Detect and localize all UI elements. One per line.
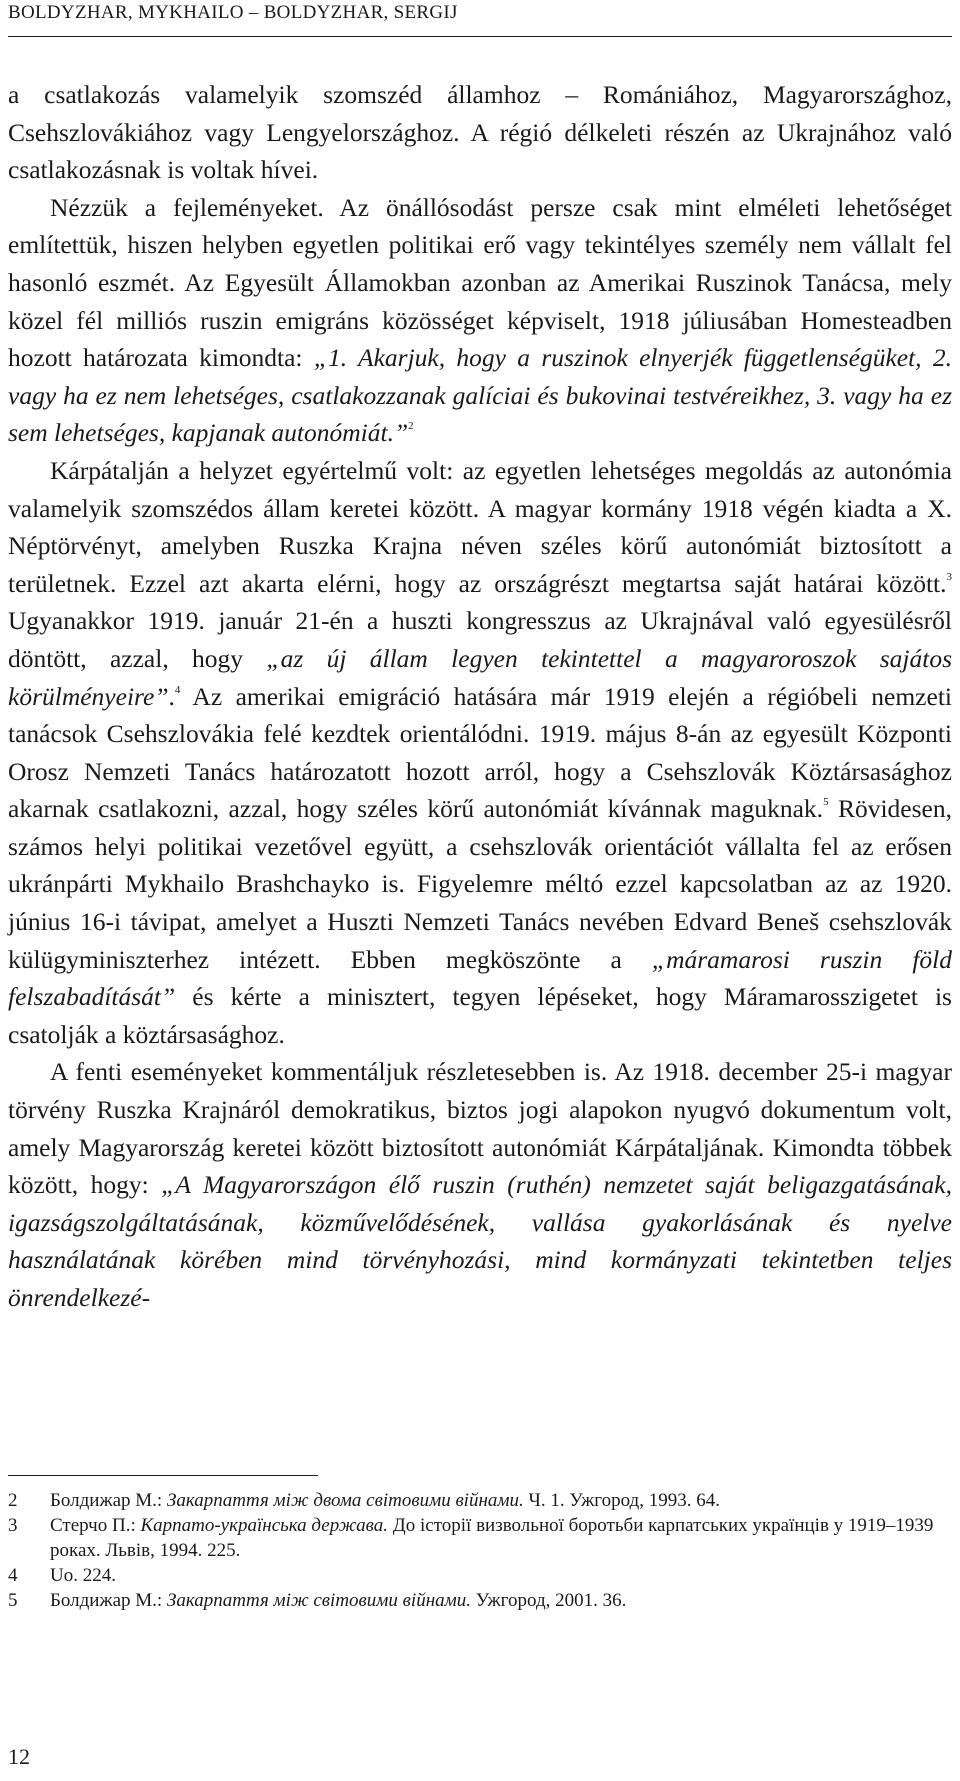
footnote-title: Закарпаття між світовими війнами.	[166, 1590, 472, 1611]
paragraph-3-text-e: Rövidesen, számos helyi politikai vezetővel együtt, a csehszlovák orientációt vállalta fel az erősen ukránpárti Mykhailo Brashchayko is. Figyelemre méltó ezzel kapcsolatban az az 1920. június 16-i táviрat, amelyet a Huszti Nemzeti Tanács nevében Edvard Beneš csehszlovák külügyminiszterhez intézett. Ebben megköszönte a	[8, 794, 952, 974]
body-text	[8, 76, 952, 1317]
footnote-number: 2	[8, 1490, 18, 1511]
law-quote: „A Magyarországon élő ruszin (ruthén) nemzetet saját beligazgatásának, igazságszolgáltatásának, közművelődésének, vallása gyakorlásának és nyelve használatának körében mind törvényhozási, mind kormányzati tekintetben teljes önrendelkezé-	[8, 1170, 952, 1312]
paragraph-2-text: Nézzük a fejleményeket. Az önállósodást persze csak mint elméleti lehetőséget említettük, hiszen helyben egyetlen politikai erő vagy tekintélyes személy nem vállalt fel hasonló eszmét. Az Egyesült Államokban azonban az Amerikai Ruszinok Tanácsa, mely közel fél milliós ruszin emigráns közösséget képviselt, 1918 júliusában Homesteadben hozott határozata kimondta:	[8, 192, 952, 373]
footnote-3	[8, 1513, 952, 1563]
footnote-text	[50, 1513, 952, 1563]
paragraph-3-text-b: Ugyanakkor 1919. január 21-én a huszti kongresszus az Ukrajnával való egyesülésről döntött, azzal, hogy	[8, 606, 952, 673]
paragraph-4	[8, 1053, 952, 1316]
footnote-number: 4	[8, 1565, 18, 1586]
footnote-number: 5	[8, 1590, 18, 1611]
paragraph-2	[8, 189, 952, 452]
footnote-details: Ч. 1. Ужгород, 1993. 64.	[523, 1490, 720, 1511]
footnote-details: До історії визвольної боротьби карпатських українців у 1919–1939 роках. Львів, 1994. 225.	[50, 1515, 934, 1561]
paragraph-3-text-c: .	[168, 681, 175, 711]
footnote-ref-4: 4	[174, 683, 181, 696]
footnote-author: Стерчо П.:	[50, 1515, 141, 1536]
maramaros-quote: „máramarosi ruszin föld felszabadítását”	[8, 944, 952, 1012]
huszt-congress-quote: „az új állam legyen tekintettel a magyaroroszok sajátos körülményeire”	[8, 643, 952, 711]
paragraph-1-text: a csatlakozás valamelyik szomszéd államhoz – Romániához, Magyarországhoz, Csehszlovákiához vagy Lengyelországhoz. A régió délkeleti részén az Ukrajnához való csatlakozásnak is voltak hívei.	[8, 80, 952, 185]
paragraph-3-text-d: Az amerikai emigráció hatására már 1919 elején a régióbeli nemzeti tanácsok Csehszlovákia felé kezdtek orientálódni. 1919. május 8-án az egyesült Központi Orosz Nemzeti Tanács határozatott hozott arról, hogy a Csehszlovák Köztársasághoz akarnak csatlakozni, azzal, hogy széles körű autonómiát kívánnak maguknak.	[8, 681, 952, 824]
footnote-ref-2: 2	[408, 420, 414, 433]
footnote-author: Болдижар М.:	[50, 1590, 167, 1611]
footnote-ref-3: 3	[946, 570, 952, 583]
footnote-rule	[8, 1475, 318, 1476]
footnote-author: Болдижар М.:	[50, 1490, 167, 1511]
paragraph-4-text: A fenti eseményeket kommentáljuk részletesebben is. Az 1918. december 25-i magyar törvény Ruszka Krajnáról demokratikus, biztos jogi alapokon nyugvó dokumentum volt, amely Magyarország keretei között biztosított autonómiát Kárpátaljának. Kimondta többek között, hogy:	[8, 1057, 952, 1200]
header-rule	[8, 36, 952, 37]
footnote-details: Ужгород, 2001. 36.	[471, 1590, 627, 1611]
footnote-author: Uo. 224.	[50, 1565, 116, 1586]
footnote-5	[8, 1588, 952, 1613]
footnote-title: Закарпаття між двома світовими війнами.	[166, 1490, 524, 1511]
footnote-text	[50, 1488, 952, 1513]
footnote-2	[8, 1488, 952, 1513]
paragraph-3	[8, 452, 952, 1054]
running-head: BOLDYZHAR, MYKHAILO – BOLDYZHAR, SERGIJ	[8, 2, 458, 23]
page-number: 12	[8, 1744, 30, 1769]
paragraph-1	[8, 76, 952, 189]
homestead-resolution-quote: „1. Akarjuk, hogy a ruszinok elnyerjék függetlenségüket, 2. vagy ha ez nem lehetséges, csatlakozzanak galíciai és bukovinai testvéreikhez, 3. vagy ha ez sem lehetséges, kapjanak autonómiát.”	[8, 343, 952, 448]
footnote-text	[50, 1563, 952, 1588]
footnote-ref-5: 5	[823, 796, 829, 809]
footnotes	[8, 1488, 952, 1613]
paragraph-3-text-a: Kárpátalján a helyzet egyértelmű volt: az egyetlen lehetséges megoldás az autonómia valamelyik szomszédos állam keretei között. A magyar kormány 1918 végén kiadta a X. Néptörvényt, amelyben Ruszka Krajna néven széles körű autonómiát biztosított a területnek. Ezzel azt akarta elérni, hogy az országrészt megtartsa saját határai között.	[8, 455, 952, 598]
footnote-text	[50, 1588, 952, 1613]
footnote-4	[8, 1563, 952, 1588]
footnote-title: Карпато-українська держава.	[140, 1515, 389, 1536]
footnote-number: 3	[8, 1515, 18, 1536]
paragraph-3-text-f: és kérte a minisztert, tegyen lépéseket, hogy Máramarosszigetet is csatolják a köztársasághoz.	[8, 982, 952, 1049]
